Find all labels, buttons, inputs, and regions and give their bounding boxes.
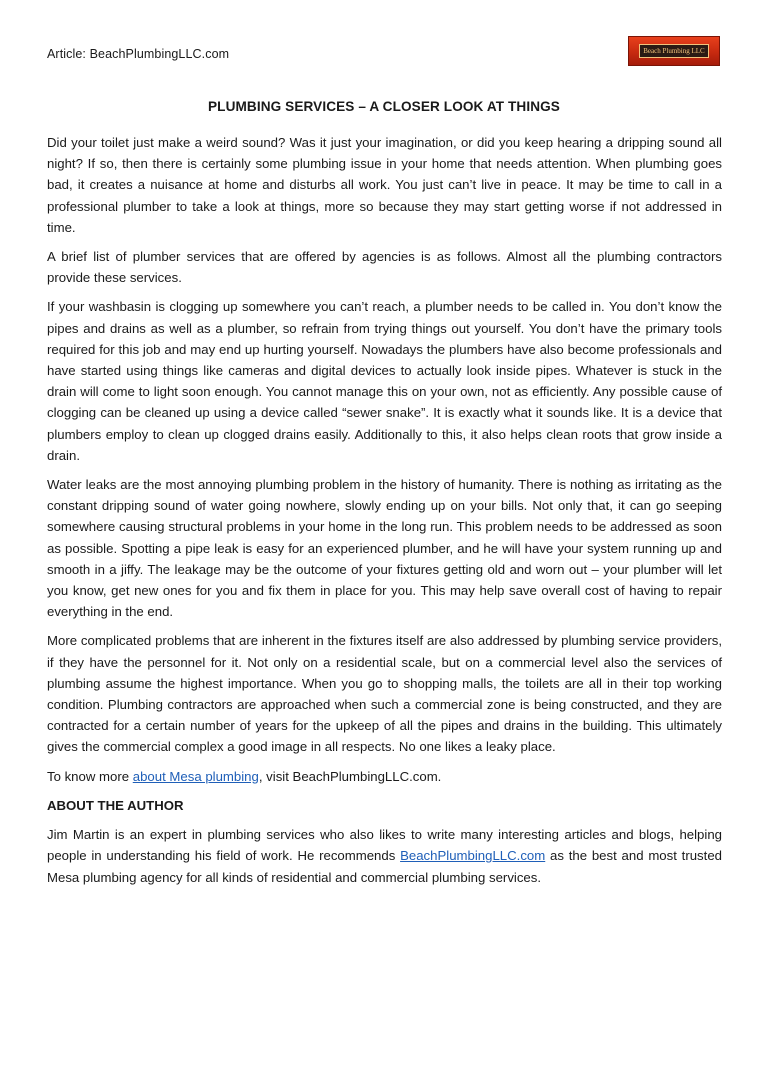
paragraph-clogging: If your washbasin is clogging up somewhere you can’t reach, a plumber needs to be called in. You don’t know the pipes and drains as well as a plumber, so refrain from trying things out yourself. You don’t have the primary tools required for this job and may end up hurting yourself. Nowadays the plumbers have also become professionals and have started using things like cameras and digital devices to actually look inside pipes. Whatever is stuck in the drain will come to light soon enough. You cannot manage this on your own, not as efficiently. Any possible cause of clogging can be cleaned up using a device called “sewer snake”. It is exactly what it sounds like. It is a device that plumbers employ to clean up clogged drains easily. Additionally to this, it also helps clean roots that grow inside a drain. <box>47 299 722 463</box>
beachplumbing-link[interactable]: BeachPlumbingLLC.com <box>400 848 546 864</box>
paragraph-commercial: More complicated problems that are inherent in the fixtures itself are also addressed by plumbing service providers, if they have the personnel for it. Not only on a residential scale, but on a commercial level also the services of plumbing assume the highest importance. When you go to shopping malls, the toilets are all in their top working condition. Plumbing contractors are approached when such a commercial zone is being constructed, and they are contracted for a certain number of years for the upkeep of all the pipes and drains in the building. This ultimately gives the commercial complex a good image in all respects. No one likes a leaky place. <box>47 633 722 755</box>
logo-text: Beach Plumbing LLC <box>639 44 709 58</box>
author-text-after: as the best and most trusted Mesa plumbing agency for all kinds of residential and commercial plumbing services. <box>47 848 722 885</box>
paragraph-intro: Did your toilet just make a weird sound? Was it just your imagination, or did you keep hearing a dripping sound all night? If so, then there is certainly some plumbing issue in your home that needs attention. When plumbing goes bad, it creates a nuisance at home and disturbs all work. You just can’t live in peace. It may be time to call in a professional plumber to take a look at things, more so because they may start getting worse if not addressed in time. <box>47 135 722 235</box>
paragraph-author <box>47 824 722 888</box>
mesa-plumbing-link[interactable]: about Mesa plumbing <box>132 768 259 784</box>
about-author-heading: ABOUT THE AUTHOR <box>47 797 184 813</box>
company-logo <box>628 36 720 66</box>
paragraph-water-leaks: Water leaks are the most annoying plumbing problem in the history of humanity. There is nothing as irritating as the constant dripping sound of water going nowhere, slowly ending up on your bills. Not only that, it can go seeping somewhere causing structural problems in your home in the long run. This problem needs to be addressed as soon as possible. Spotting a pipe leak is easy for an experienced plumber, and he will have your system running up and smooth in a jiffy. The leakage may be the outcome of your fixtures getting old and worn out – your plumber will let you know, get new ones for you and fix them in place for you. This may help save overall cost of having to repair everything in the end. <box>47 477 722 620</box>
know-more-prefix: To know more <box>47 768 133 784</box>
author-text-before: Jim Martin is an expert in plumbing services who also likes to write many interesting articles and blogs, helping people in understanding his field of work. He recommends <box>47 827 722 864</box>
article-source-label: Article: BeachPlumbingLLC.com <box>47 47 230 61</box>
article-title: PLUMBING SERVICES – A CLOSER LOOK AT THINGS <box>208 99 560 114</box>
know-more-suffix: , visit BeachPlumbingLLC.com. <box>258 768 442 784</box>
paragraph-know-more <box>47 766 722 787</box>
paragraph-services-list: A brief list of plumber services that are offered by agencies is as follows. Almost all the plumbing contractors provide these services. <box>47 249 722 286</box>
article-body <box>47 132 722 896</box>
